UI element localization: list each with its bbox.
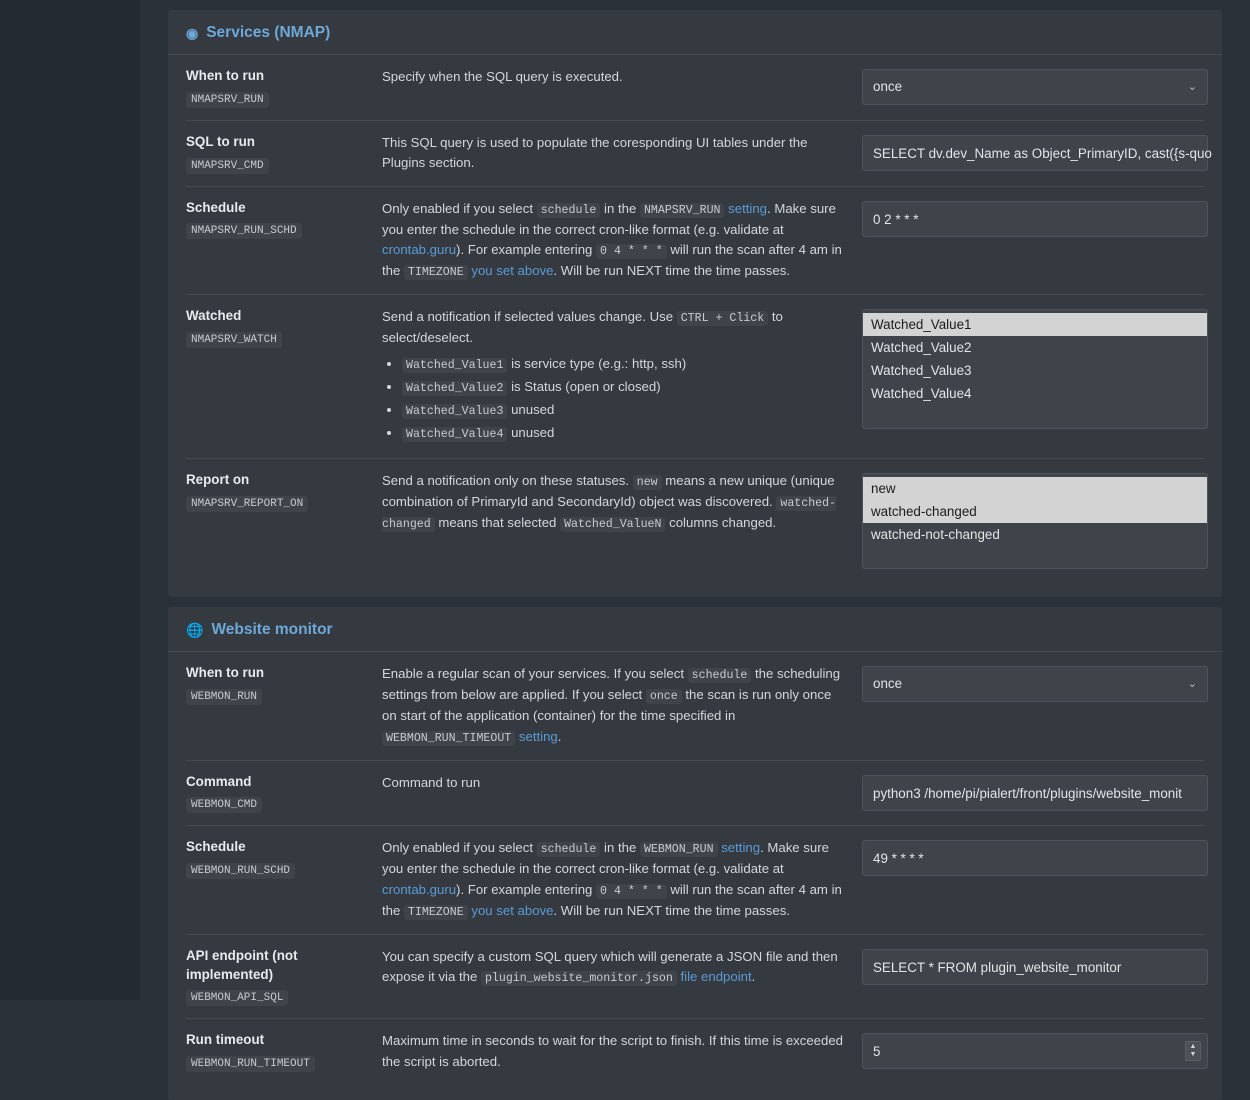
- setting-description: Send a notification if selected values change. Use CTRL + Click to select/deselect. • Watched_Value1 is service type (e.g.: http, ssh) • Watched_Value2 is Status (open or closed) • Watched_Value3 unused • Watched_Value4 unused: [382, 307, 862, 446]
- setting-label: Run timeout: [186, 1032, 265, 1048]
- chevron-down-icon: ⌄: [1187, 81, 1197, 93]
- setting-number-wrap: [862, 1033, 1208, 1069]
- setting-select[interactable]: [862, 666, 1208, 702]
- setting-label: Report on: [186, 472, 250, 488]
- settings-card: [168, 10, 1222, 597]
- setting-control-col: [862, 307, 1208, 429]
- multiselect-option[interactable]: new: [863, 477, 1207, 500]
- setting-row: [186, 761, 1204, 827]
- setting-label-col: [186, 67, 382, 108]
- setting-key: NMAPSRV_REPORT_ON: [186, 496, 308, 512]
- settings-content: [140, 0, 1250, 1071]
- setting-description: Command to run: [382, 774, 481, 790]
- setting-label-col: [186, 838, 382, 879]
- setting-key: NMAPSRV_RUN: [186, 92, 269, 108]
- number-stepper[interactable]: ▲ ▼: [1185, 1041, 1201, 1061]
- setting-row: [186, 826, 1204, 934]
- setting-control-col: [862, 838, 1208, 876]
- setting-label: Watched: [186, 308, 242, 324]
- chevron-down-icon: ⌄: [1187, 678, 1197, 691]
- multiselect-option[interactable]: Watched_Value1: [863, 313, 1207, 336]
- setting-row: [186, 121, 1212, 187]
- setting-row: [186, 295, 1204, 459]
- setting-text-input[interactable]: SELECT * FROM plugin_website_monitor: [862, 949, 1208, 985]
- setting-label: API endpoint (not implemented): [186, 947, 298, 982]
- setting-key: NMAPSRV_CMD: [186, 158, 269, 174]
- setting-description: You can specify a custom SQL query which will generate a JSON file and then expose it via the plugin_website_monitor.json file endpoint.: [382, 948, 838, 986]
- radar-icon: ◉: [186, 24, 199, 41]
- multiselect-option[interactable]: Watched_Value4: [871, 386, 972, 402]
- setting-key: WEBMON_RUN_TIMEOUT: [186, 1056, 315, 1072]
- select-value: once: [873, 79, 903, 94]
- setting-text-input[interactable]: SELECT dv.dev_Name as Object_PrimaryID, cast({s-quo: [862, 135, 1208, 171]
- settings-card: [168, 607, 1222, 1100]
- setting-description: Only enabled if you select schedule in the WEBMON_RUN setting. Make sure you enter the schedule in the correct cron-like format (e.g. validate at crontab.guru). For example entering 0 4 * * * will run the scan after 4 am in the TIMEZONE you set above. Will be run NEXT time the time passes.: [382, 840, 842, 919]
- setting-label: SQL to run: [186, 133, 255, 149]
- card-title: Services (NMAP): [206, 24, 331, 41]
- setting-label-col: [186, 664, 382, 705]
- setting-label-col: [186, 199, 382, 240]
- setting-control-col: [862, 133, 1212, 171]
- setting-label: When to run: [186, 68, 265, 83]
- setting-row: [186, 935, 1204, 1020]
- setting-label-col: [186, 133, 382, 174]
- card-title: Website monitor: [211, 621, 333, 639]
- setting-select[interactable]: [862, 69, 1208, 105]
- setting-key: WEBMON_RUN: [186, 689, 262, 705]
- multiselect-option[interactable]: watched-changed: [863, 500, 1207, 523]
- setting-description: Only enabled if you select schedule in the NMAPSRV_RUN setting. Make sure you enter the schedule in the correct cron-like format (e.g. validate at crontab.guru). For example entering 0 4 * * * will run the scan after 4 am in the TIMEZONE you set above. Will be run NEXT time the time passes.: [382, 200, 842, 280]
- setting-key: NMAPSRV_WATCH: [186, 332, 282, 348]
- setting-label-col: [186, 471, 382, 512]
- setting-key: NMAPSRV_RUN_SCHD: [186, 223, 302, 239]
- multiselect-option[interactable]: watched-not-changed: [871, 527, 1000, 543]
- multiselect-option[interactable]: Watched_Value2: [871, 340, 972, 356]
- card-body: [168, 652, 1222, 1100]
- setting-control-col: [862, 199, 1208, 237]
- globe-icon: 🌐: [186, 621, 204, 638]
- setting-multiselect[interactable]: [862, 473, 1208, 569]
- setting-label-col: [186, 1031, 382, 1072]
- setting-key: WEBMON_API_SQL: [186, 990, 288, 1006]
- setting-label: Schedule: [186, 199, 246, 215]
- setting-description: Send a notification only on these statuses. new means a new unique (unique combination of PrimaryId and SecondaryId) object was discovered. watched-changed means that selected Watched_ValueN columns changed.: [382, 473, 837, 532]
- card-body: [168, 55, 1222, 597]
- setting-row: [186, 652, 1204, 760]
- setting-text-input[interactable]: 0 2 * * *: [862, 201, 1208, 237]
- setting-label: When to run: [186, 665, 265, 681]
- setting-description: Maximum time in seconds to wait for the script to finish. If this time is exceeded the script is aborted.: [382, 1033, 844, 1069]
- setting-description: Enable a regular scan of your services. If you select schedule the scheduling settings from below are applied. If you select once the scan is run only once on start of the application (container) for the time specified in WEBMON_RUN_TIMEOUT setting.: [382, 666, 841, 745]
- setting-label: Schedule: [186, 839, 246, 855]
- setting-key: WEBMON_RUN_SCHD: [186, 863, 295, 879]
- setting-control-col: [862, 67, 1208, 105]
- sidebar-region: [0, 0, 140, 1000]
- setting-row: [186, 459, 1204, 581]
- setting-label-col: [186, 773, 382, 814]
- setting-control-col: [862, 664, 1208, 702]
- setting-row: [186, 55, 1204, 121]
- card-header: [168, 10, 1222, 55]
- setting-description: This SQL query is used to populate the coresponding UI tables under the Plugins section.: [382, 134, 808, 171]
- multiselect-option[interactable]: Watched_Value3: [871, 363, 972, 379]
- setting-label-col: [186, 307, 382, 348]
- setting-label: Command: [186, 773, 252, 789]
- setting-control-col: [862, 471, 1208, 569]
- setting-control-col: [862, 947, 1208, 985]
- setting-label-col: [186, 947, 382, 1007]
- setting-multiselect[interactable]: [862, 309, 1208, 429]
- setting-key: WEBMON_CMD: [186, 797, 262, 813]
- setting-row: [186, 187, 1204, 295]
- select-value: once: [873, 676, 903, 692]
- setting-text-input[interactable]: python3 /home/pi/pialert/front/plugins/website_monit: [862, 775, 1208, 811]
- setting-text-input[interactable]: 49 * * * *: [862, 840, 1208, 876]
- setting-number-input[interactable]: 5 ▲ ▼: [862, 1033, 1208, 1069]
- setting-control-col: [862, 1031, 1208, 1069]
- setting-description: Specify when the SQL query is executed.: [382, 69, 623, 84]
- card-header: [168, 607, 1222, 652]
- setting-control-col: [862, 773, 1208, 811]
- setting-row: [186, 1019, 1204, 1084]
